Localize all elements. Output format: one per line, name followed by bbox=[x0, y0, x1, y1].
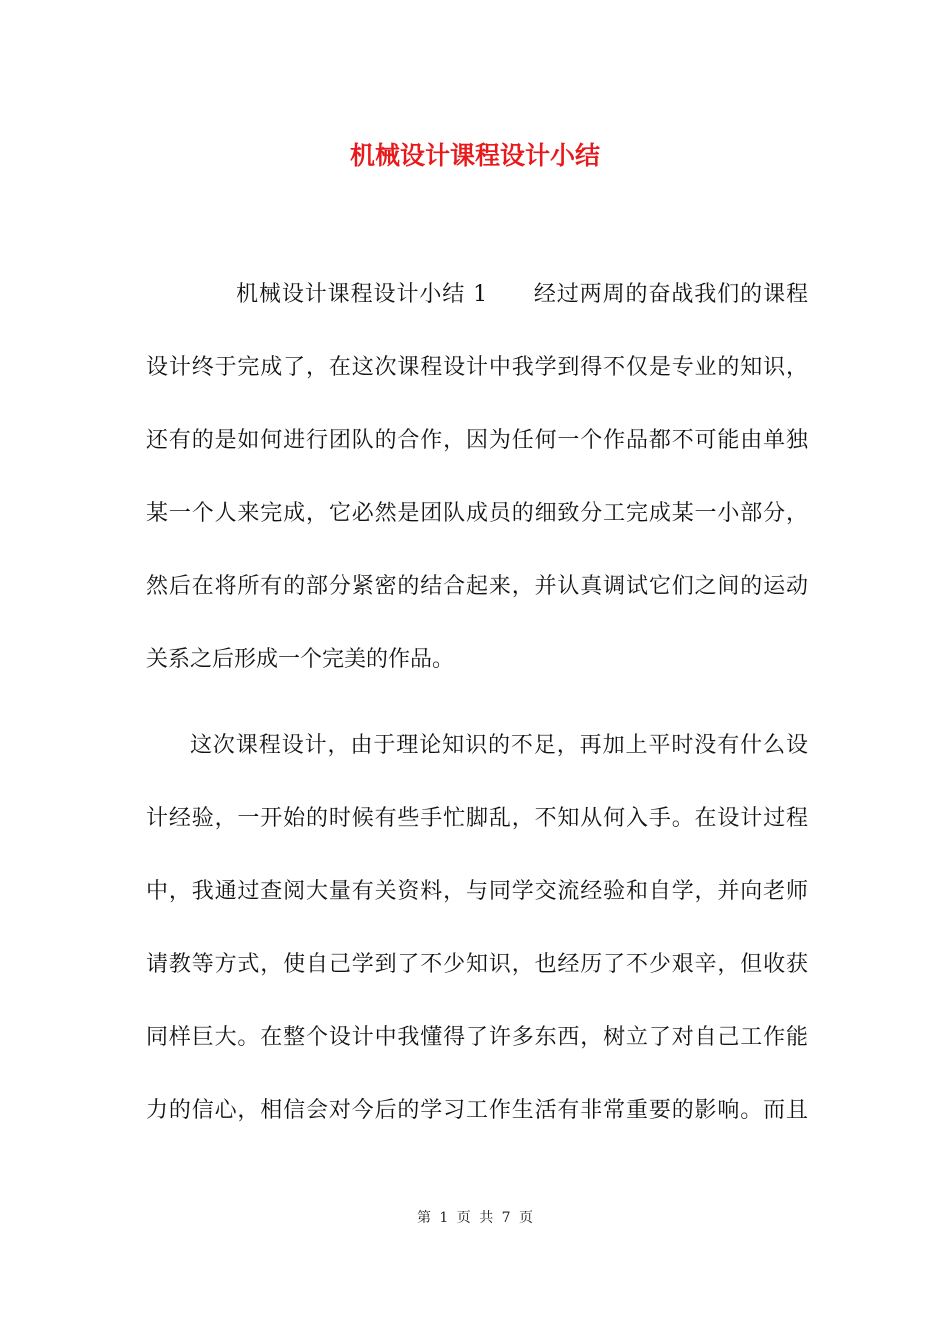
document-title: 机械设计课程设计小结 bbox=[349, 141, 600, 170]
paragraph-line: 计经验，一开始的时候有些手忙脚乱，不知从何入手。在设计过程 bbox=[146, 806, 808, 831]
paragraph-line: 还有的是如何进行团队的合作，因为任何一个作品都不可能由单独 bbox=[146, 428, 808, 453]
paragraph-line: 某一个人来完成，它必然是团队成员的细致分工完成某一小部分， bbox=[146, 501, 808, 526]
paragraph-line: 这次课程设计，由于理论知识的不足，再加上平时没有什么设 bbox=[190, 733, 808, 758]
paragraph-line: 中，我通过查阅大量有关资料，与同学交流经验和自学，并向老师 bbox=[146, 879, 808, 904]
paragraph-line: 然后在将所有的部分紧密的结合起来，并认真调试它们之间的运动 bbox=[146, 574, 808, 599]
paragraph-1 bbox=[146, 276, 808, 714]
paragraph-2 bbox=[146, 727, 808, 1165]
footer-total-label: 共 bbox=[479, 1210, 494, 1226]
footer-page-label: 页 bbox=[456, 1210, 471, 1226]
paragraph-line: 设计终于完成了，在这次课程设计中我学到得不仅是专业的知识， bbox=[146, 355, 808, 380]
footer-prefix: 第 bbox=[416, 1210, 431, 1226]
footer-total-pages: 7 bbox=[501, 1210, 511, 1226]
paragraph-line: 机械设计课程设计小结 1 经过两周的奋战我们的课程 bbox=[236, 282, 808, 307]
page-footer bbox=[0, 1207, 950, 1227]
paragraph-line: 同样巨大。在整个设计中我懂得了许多东西，树立了对自己工作能 bbox=[146, 1025, 808, 1050]
paragraph-line: 关系之后形成一个完美的作品。 bbox=[146, 647, 455, 672]
footer-page-number: 1 bbox=[439, 1210, 449, 1226]
footer-suffix: 页 bbox=[519, 1210, 534, 1226]
paragraph-line: 力的信心，相信会对今后的学习工作生活有非常重要的影响。而且 bbox=[146, 1098, 808, 1123]
paragraph-line: 请教等方式，使自己学到了不少知识，也经历了不少艰辛，但收获 bbox=[146, 952, 808, 977]
